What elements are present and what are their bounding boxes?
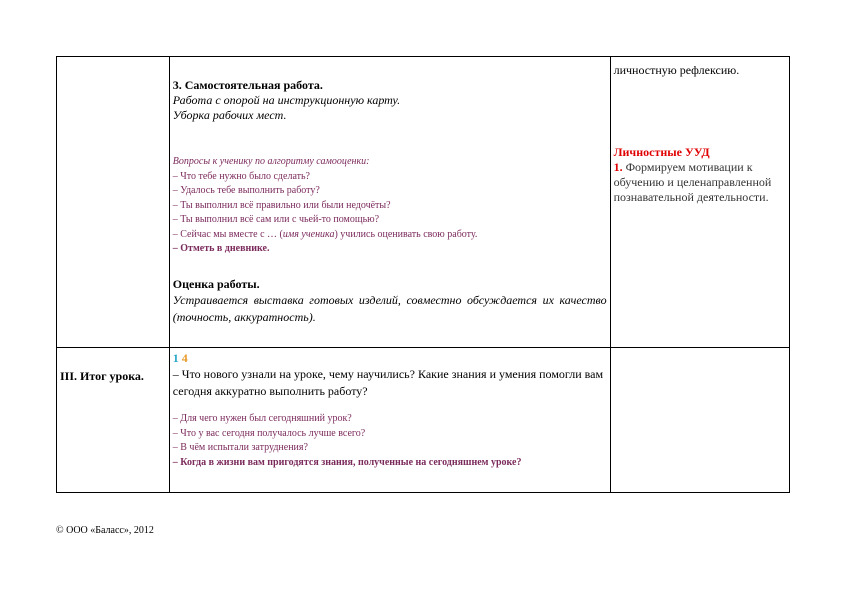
uud-title: Личностные УУД [613,145,710,159]
uud-cell [610,57,789,348]
question-prefix: – Сейчас мы вместе с … ( [172,228,283,240]
italic-line: Работа с опорой на инструкционную карту. [172,93,401,107]
stage-cell [57,348,170,493]
italic-line: Уборка рабочих мест. [172,108,287,122]
question-item: – В чём испытали затруднения? [172,442,308,453]
section-title: 3. Самостоятельная работа. [172,78,323,92]
questions-title: Вопросы к ученику по алгоритму самооценки: [172,156,370,167]
main-question: – Что нового узнали на уроке, чему научились? Какие знания и умения помогли вам сегодня аккуратно выполнить работу? [172,367,604,398]
assessment-title: Оценка работы. [172,276,260,291]
table-row [57,348,790,493]
question-item: – Ты выполнил всё правильно или были недочёты? [172,199,391,211]
uud-body: Формируем мотивации к обучению и целенаправленной познавательной деятельности. [613,160,772,204]
stage-cell [57,57,170,348]
number-marker [173,351,607,366]
lesson-plan-table [56,56,790,493]
question-item: – Когда в жизни вам пригодятся знания, полученные на сегодняшнем уроке? [172,456,522,468]
activity-cell [169,348,610,493]
copyright-footer: © ООО «Баласс», 2012 [56,525,154,536]
reflection-text: личностную рефлексию. [613,63,740,77]
question-suffix: ) учились оценивать свою работу. [334,228,478,240]
number-a: 1 [172,351,179,365]
stage-title: III. Итог урока. [60,369,144,383]
question-item [173,228,607,243]
question-item: – Для чего нужен был сегодняшний урок? [172,413,352,424]
question-item: – Ты выполнил всё сам или с чьей-то помощью? [172,214,380,225]
question-item: – Что тебе нужно было сделать? [172,170,310,182]
table-row [57,57,790,348]
assessment-text: Устраивается выставка готовых изделий, совместно обсуждается их качество (точность, аккуратность). [172,292,607,324]
question-item: – Удалось тебе выполнить работу? [172,185,320,196]
activity-cell [169,57,610,348]
question-item: – Что у вас сегодня получалось лучше всего? [172,427,366,439]
question-item: – Отметь в дневнике. [172,243,270,254]
uud-text [614,160,786,205]
question-name: имя ученика [282,228,335,240]
number-b: 4 [181,351,188,365]
uud-cell [610,348,789,493]
uud-number: 1. [613,160,623,174]
